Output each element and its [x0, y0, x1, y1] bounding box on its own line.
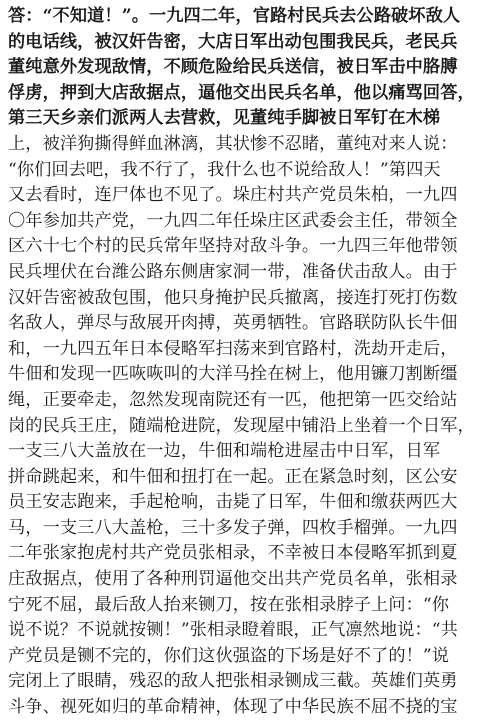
- text-line-18: 一支三八大盖放在一边，牛佃和端枪进屋击中日军，日军: [8, 441, 441, 462]
- text-line-3: 董纯意外发现敌情，不顾危险给民兵送信，被日军击中胳膊: [8, 57, 458, 78]
- text-line-9: 〇年参加共产党，一九四二年任垛庄区武委会主任，带领全: [8, 210, 458, 231]
- text-line-28: 斗争、视死如归的革命精神，体现了中华民族不屈不挠的宝: [8, 697, 458, 718]
- text-line-26: 产党员是铡不完的，你们这伙强盗的下场是好不了的！”说: [8, 645, 450, 666]
- text-line-14: 和，一九四五年日本侵略军扫荡来到官路村，洗劫开走后，: [8, 338, 458, 359]
- text-line-17: 岗的民兵王庄，随端枪进院，发现屋中铺沿上坐着一个日军，: [8, 415, 475, 436]
- text-line-21: 马，一支三八大盖枪，三十多发子弹，四枚手榴弹。一九四: [8, 517, 458, 538]
- text-line-8: 又去看时，连尸体也不见了。垛庄村共产党员朱柏，一九四: [8, 185, 458, 206]
- text-line-11: 民兵埋伏在台潍公路东侧唐家洞一带，准备伏击敌人。由于: [8, 261, 458, 282]
- body-text: [8, 4, 477, 721]
- text-line-25: 说不说？不说就按铡！”张相录瞪着眼，正气凛然地说：“共: [8, 620, 458, 641]
- text-line-7: “你们回去吧，我不行了，我什么也不说给敌人！”第四天: [8, 159, 441, 180]
- text-line-6: 上，被洋狗撕得鲜血淋漓，其状惨不忍睹，董纯对来人说：: [8, 133, 458, 154]
- text-line-13: 名敌人，弹尽与敌展开肉搏，英勇牺牲。官路联防队长牛佃: [8, 313, 458, 334]
- text-line-12: 汉奸告密被敌包围，他只身掩护民兵撤离，接连打死打伤数: [8, 287, 458, 308]
- text-line-23: 庄敌据点，使用了各种刑罚逼他交出共产党员名单，张相录: [8, 569, 458, 590]
- text-line-16: 绳，正要牵走，忽然发现南院还有一匹，他把第一匹交给站: [8, 389, 458, 410]
- text-line-4: 俘虏，押到大店敌据点，逼他交出民兵名单，他以痛骂回答，: [8, 82, 475, 103]
- text-line-1: 答：“不知道！”。一九四二年，官路村民兵去公路破坏敌人: [8, 6, 461, 26]
- text-line-22: 二年张家抱虎村共产党员张相录，不幸被日本侵略军抓到夏: [8, 543, 458, 564]
- text-line-15: 牛佃和发现一匹咴咴叫的大洋马拴在树上，他用镰刀割断缰: [8, 364, 458, 385]
- text-line-24: 宁死不屈，最后敌人抬来铡刀，按在张相录脖子上问：“你: [8, 594, 450, 615]
- text-line-5: 第三天乡亲们派两人去营救，见董纯手脚被日军钉在木梯: [8, 108, 441, 129]
- text-line-19: 拼命跳起来，和牛佃和扭打在一起。正在紧急时刻，区公安: [8, 466, 458, 487]
- text-line-27: 完闭上了眼睛，残忍的敌人把张相录铡成三截。英雄们英勇: [8, 671, 458, 692]
- text-line-20: 员王安志跑来，手起枪响，击毙了日军，牛佃和缴获两匹大: [8, 492, 458, 513]
- text-line-2: 的电话线，被汉奸告密，大店日军出动包围我民兵，老民兵: [8, 31, 458, 52]
- text-line-10: 区六十七个村的民兵常年坚持对敌斗争。一九四三年他带领: [8, 236, 458, 257]
